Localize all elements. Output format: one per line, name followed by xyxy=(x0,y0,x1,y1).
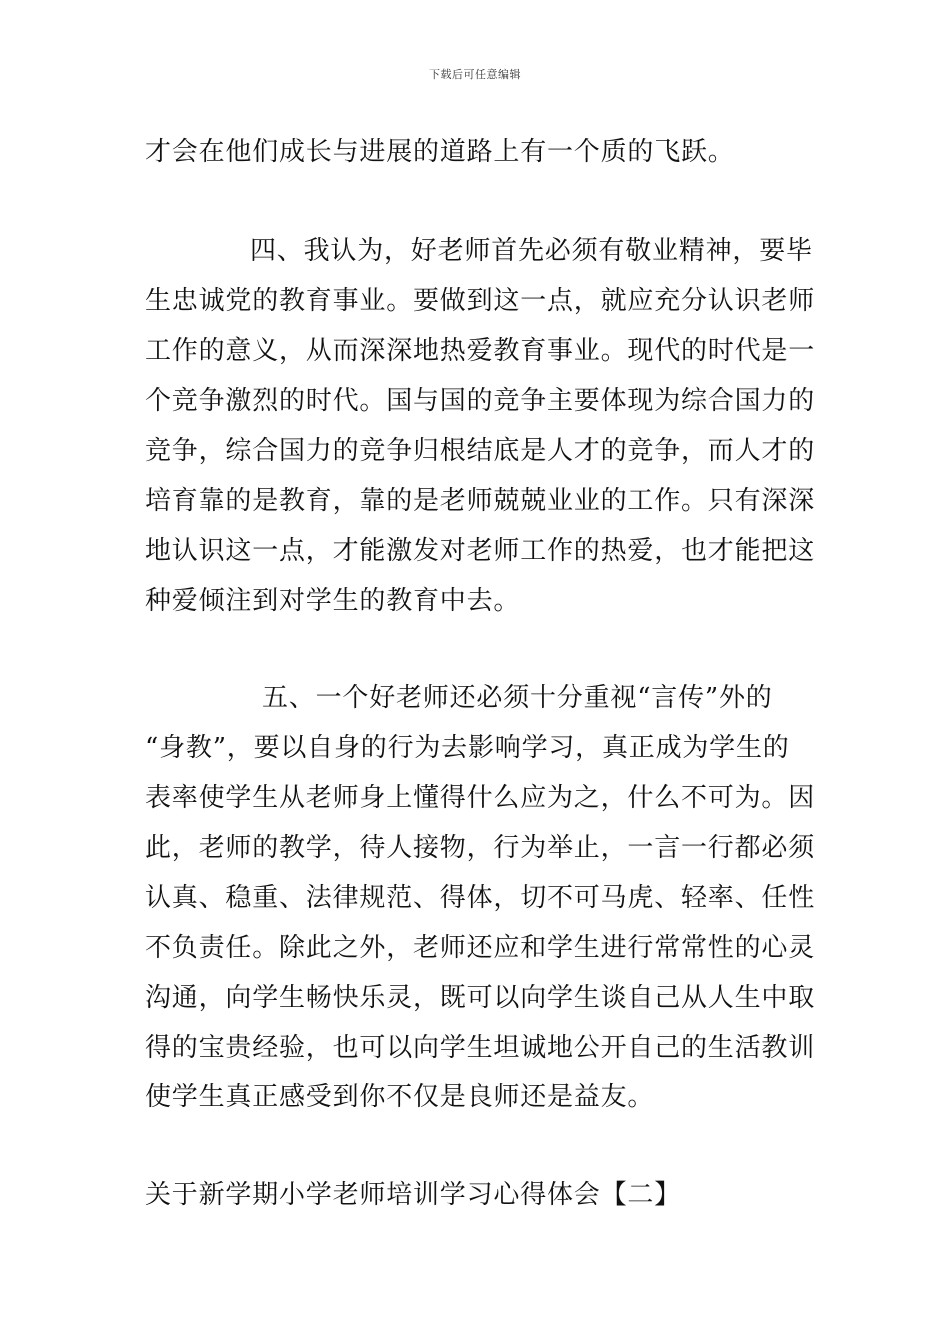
section-heading: 关于新学期小学老师培训学习心得体会【二】 xyxy=(145,1180,682,1210)
paragraph-5-line-4: 此，老师的教学，待人接物，行为举止，一言一行都必须 xyxy=(145,833,816,863)
paragraph-5-line-6: 不负责任。除此之外，老师还应和学生进行常常性的心灵 xyxy=(145,933,816,963)
paragraph-4-line-5: 竞争，综合国力的竞争归根结底是人才的竞争，而人才的 xyxy=(145,436,816,466)
paragraph-4-line-3: 工作的意义，从而深深地热爱教育事业。现代的时代是一 xyxy=(145,336,816,366)
paragraph-4-line-4: 个竞争激烈的时代。国与国的竞争主要体现为综合国力的 xyxy=(145,386,816,416)
paragraph-4-line-7: 地认识这一点，才能激发对老师工作的热爱，也才能把这 xyxy=(145,536,816,566)
paragraph-5-line-2: “身教”，要以自身的行为去影响学习，真正成为学生的 xyxy=(145,733,790,763)
paragraph-4-line-6: 培育靠的是教育，靠的是老师兢兢业业的工作。只有深深 xyxy=(145,486,816,516)
paragraph-5-line-3: 表率使学生从老师身上懂得什么应为之，什么不可为。因 xyxy=(145,783,816,813)
paragraph-5-line-1: 五、一个好老师还必须十分重视“言传”外的 xyxy=(262,683,773,713)
paragraph-4-line-2: 生忠诚党的教育事业。要做到这一点，就应充分认识老师 xyxy=(145,286,816,316)
paragraph-5-line-8: 得的宝贵经验，也可以向学生坦诚地公开自己的生活教训 xyxy=(145,1033,816,1063)
paragraph-5-line-7: 沟通，向学生畅快乐灵，既可以向学生谈自己从人生中取 xyxy=(145,983,816,1013)
page-header: 下载后可任意编辑 xyxy=(429,68,521,81)
paragraph-4-line-1: 四、我认为，好老师首先必须有敬业精神，要毕 xyxy=(250,236,813,266)
paragraph-5-line-5: 认真、稳重、法律规范、得体，切不可马虎、轻率、任性 xyxy=(145,883,816,913)
paragraph-3-line-last: 才会在他们成长与进展的道路上有一个质的飞跃。 xyxy=(145,137,735,167)
paragraph-4-line-8: 种爱倾注到对学生的教育中去。 xyxy=(145,586,521,616)
paragraph-5-line-9: 使学生真正感受到你不仅是良师还是益友。 xyxy=(145,1082,655,1112)
